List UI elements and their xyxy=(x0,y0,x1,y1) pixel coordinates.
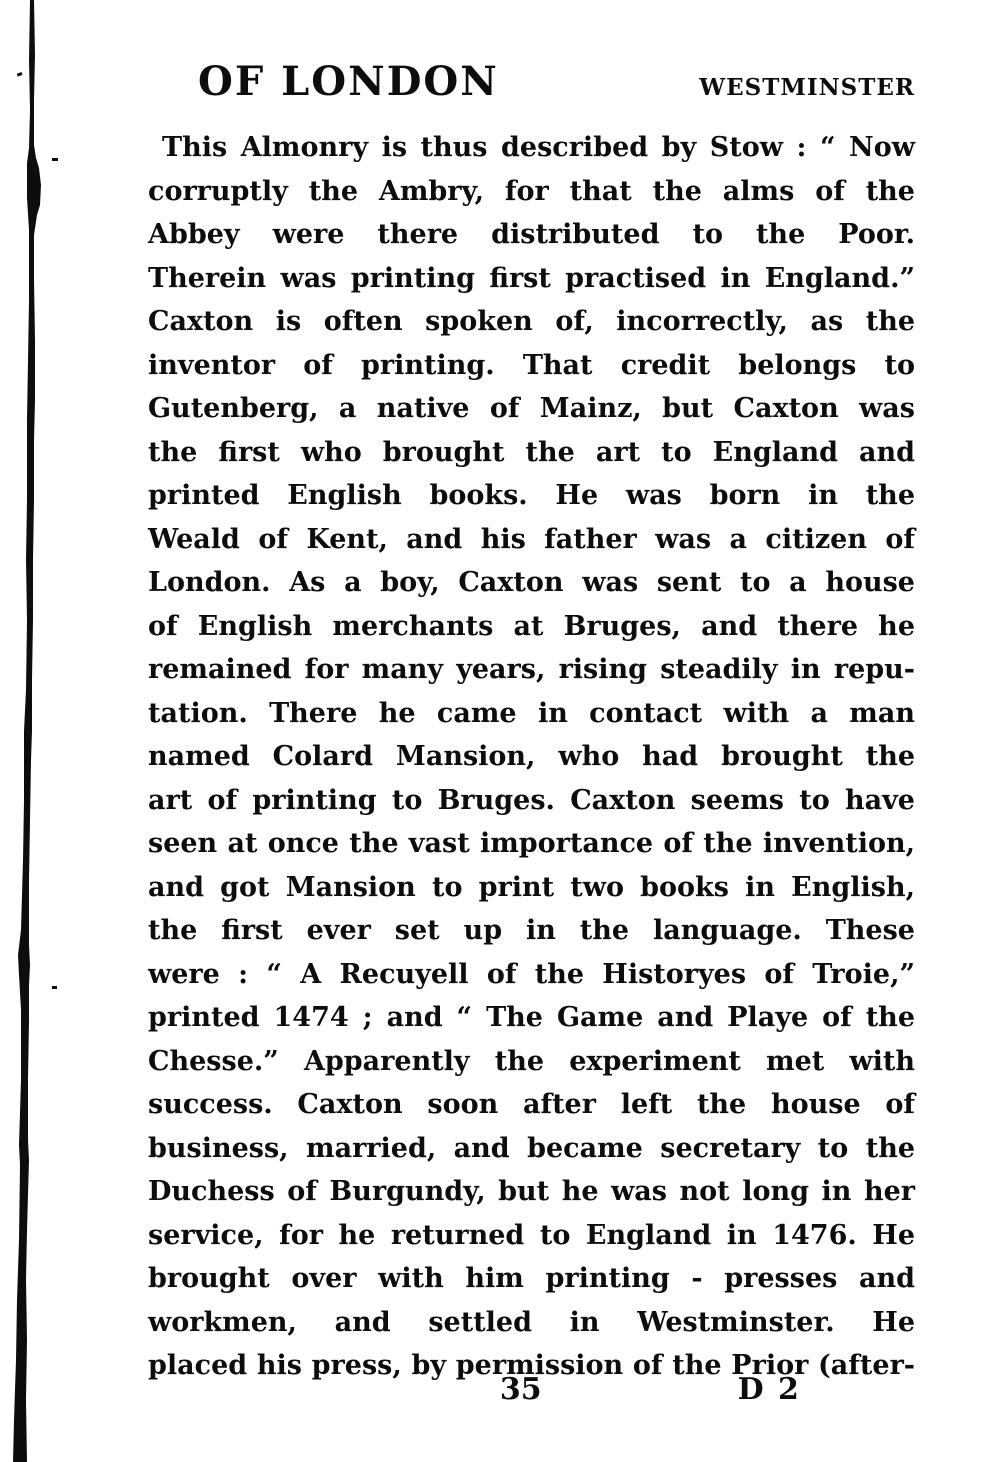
page-number: 35 xyxy=(499,1372,542,1407)
text-line: Caxton is often spoken of, incorrectly, as the xyxy=(148,306,915,337)
text-line: business, married, and became secretary to the xyxy=(148,1132,915,1164)
text-line: printed 1474 ; and “ The Game and Playe of the xyxy=(148,1002,915,1033)
text-line: success. Caxton soon after left the house of xyxy=(148,1089,915,1120)
text-line: London. As a boy, Caxton was sent to a house xyxy=(148,567,915,598)
text-line: the first who brought the art to England and xyxy=(148,436,915,468)
text-line: brought over with him printing - presses and xyxy=(148,1263,915,1294)
signature-mark: D 2 xyxy=(737,1372,801,1407)
text-line: seen at once the vast importance of the invention, xyxy=(148,828,915,859)
running-header-title: OF LONDON xyxy=(198,58,499,105)
scan-speck xyxy=(52,986,57,989)
text-line: Abbey were there distributed to the Poor. xyxy=(148,219,915,250)
text-line: printed English books. He was born in the xyxy=(148,480,915,511)
text-line: Duchess of Burgundy, but he was not long in her xyxy=(148,1176,915,1207)
text-line: named Colard Mansion, who had brought the xyxy=(148,741,915,772)
footer xyxy=(148,1372,915,1417)
text-line: Weald of Kent, and his father was a citizen of xyxy=(148,523,915,555)
text-line: Therein was printing first practised in England.” xyxy=(148,262,915,294)
text-line: tation. There he came in contact with a man xyxy=(148,697,915,729)
text-line: Gutenberg, a native of Mainz, but Caxton was xyxy=(148,393,915,424)
body-text-block xyxy=(148,126,915,1388)
text-line: were : “ A Recuyell of the Historyes of Troie,” xyxy=(148,958,915,990)
text-line: inventor of printing. That credit belongs to xyxy=(148,349,915,381)
scan-speck xyxy=(17,72,23,77)
text-line: remained for many years, rising steadily in repu- xyxy=(148,654,915,685)
text-line: art of printing to Bruges. Caxton seems to have xyxy=(148,784,915,816)
text-line: corruptly the Ambry, for that the alms of the xyxy=(148,175,915,207)
text-line: This Almonry is thus described by Stow : “ Now xyxy=(162,132,915,163)
text-line: Chesse.” Apparently the experiment met with xyxy=(148,1045,915,1077)
text-line: of English merchants at Bruges, and there he xyxy=(148,610,915,642)
running-header-section: WESTMINSTER xyxy=(699,74,915,101)
scan-speck xyxy=(52,158,58,161)
text-line: placed his press, by permission of the Prior (after- xyxy=(148,1350,915,1381)
text-line: service, for he returned to England in 1476. He xyxy=(148,1219,915,1251)
text-line: workmen, and settled in Westminster. He xyxy=(148,1306,915,1338)
text-line: the first ever set up in the language. These xyxy=(148,915,915,946)
text-line: and got Mansion to print two books in English, xyxy=(148,871,915,903)
